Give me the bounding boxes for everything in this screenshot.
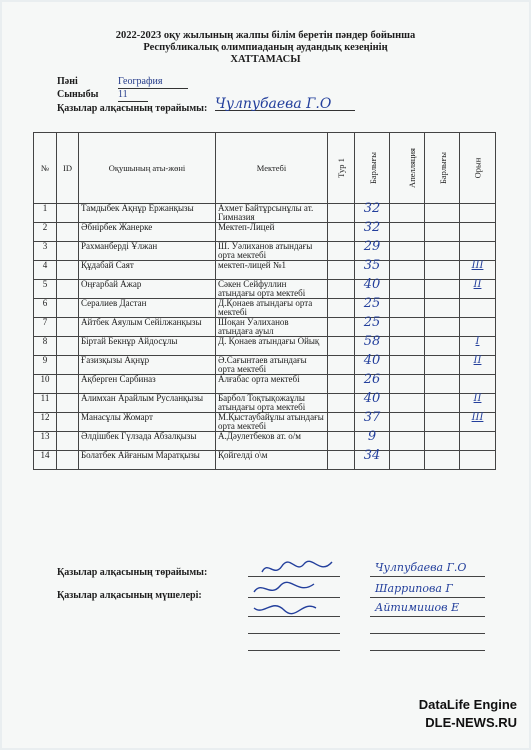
cell-number: 6: [34, 299, 57, 318]
cell-total-2: [425, 413, 460, 432]
cell-appeal: [390, 318, 425, 337]
col-header-tour1: [328, 133, 355, 204]
cell-appeal: [390, 375, 425, 394]
table-row: [34, 299, 496, 318]
results-table: [33, 132, 496, 470]
cell-score: 40: [355, 280, 390, 299]
table-row: [34, 432, 496, 451]
table-row: [34, 356, 496, 375]
cell-number: 12: [34, 413, 57, 432]
cell-school: Д. Қонаев атындағы Ойық: [216, 337, 328, 356]
cell-total-2: [425, 261, 460, 280]
cell-score: 25: [355, 318, 390, 337]
signature-line: [370, 633, 485, 634]
cell-number: 11: [34, 394, 57, 413]
cell-tour1: [328, 223, 355, 242]
col-header-place: [460, 133, 496, 204]
cell-name: Болатбек Айғаным Маратқызы: [79, 451, 216, 470]
cell-total-2: [425, 394, 460, 413]
cell-score: 34: [355, 451, 390, 470]
cell-number: 13: [34, 432, 57, 451]
cell-place: II: [460, 394, 496, 413]
table-row: [34, 261, 496, 280]
cell-number: 1: [34, 204, 57, 223]
table-row: [34, 394, 496, 413]
header-line-1: 2022-2023 оқу жылының жалпы білім беретін пәндер бойынша: [115, 30, 416, 41]
cell-score: 32: [355, 204, 390, 223]
cell-tour1: [328, 280, 355, 299]
cell-place: [460, 451, 496, 470]
cell-number: 4: [34, 261, 57, 280]
signature-line: [370, 597, 485, 598]
cell-score: 29: [355, 242, 390, 261]
cell-score: 35: [355, 261, 390, 280]
cell-school: Сәкен Сейфуллин атындағы орта мектебі: [216, 280, 328, 299]
cell-school: Д.Қонаев атындағы орта мектебі: [216, 299, 328, 318]
cell-school: М.Қыстаубайұлы атындағы орта мектебі: [216, 413, 328, 432]
cell-appeal: [390, 204, 425, 223]
cell-id: [57, 223, 79, 242]
cell-tour1: [328, 204, 355, 223]
cell-score: 37: [355, 413, 390, 432]
signature-line: [370, 576, 485, 577]
cell-number: 2: [34, 223, 57, 242]
cell-appeal: [390, 451, 425, 470]
signature-chair-label: Қазылар алқасының төрайымы:: [57, 567, 208, 578]
cell-total-2: [425, 432, 460, 451]
col-header-total: [355, 133, 390, 204]
table-header-row: [34, 133, 496, 204]
cell-total-2: [425, 337, 460, 356]
cell-school: Ә.Сағынтаев атындағы орта мектебі: [216, 356, 328, 375]
cell-number: 9: [34, 356, 57, 375]
cell-appeal: [390, 337, 425, 356]
col-header-place-text: Орын: [472, 157, 483, 179]
cell-id: [57, 356, 79, 375]
cell-school: Барбол Тоқтықожаұлы атындағы орта мектебі: [216, 394, 328, 413]
cell-appeal: [390, 280, 425, 299]
col-header-total-text: Барлығы: [367, 152, 378, 184]
cell-number: 14: [34, 451, 57, 470]
cell-tour1: [328, 261, 355, 280]
cell-name: Айтбек Аяулым Сейілжанқызы: [79, 318, 216, 337]
cell-place: III: [460, 413, 496, 432]
table-row: [34, 280, 496, 299]
col-header-appeal: [390, 133, 425, 204]
cell-total-2: [425, 223, 460, 242]
grade-label: Сыныбы: [57, 89, 99, 100]
cell-name: Манасұлы Жомарт: [79, 413, 216, 432]
cell-tour1: [328, 337, 355, 356]
signature-line: [248, 576, 340, 577]
cell-tour1: [328, 375, 355, 394]
cell-id: [57, 204, 79, 223]
cell-name: Әбнірбек Жанерке: [79, 223, 216, 242]
cell-name: Оңғарбай Ажар: [79, 280, 216, 299]
cell-id: [57, 451, 79, 470]
col-header-total-2-text: Барлығы: [437, 152, 448, 184]
cell-score: 40: [355, 394, 390, 413]
cell-total-2: [425, 204, 460, 223]
cell-place: [460, 375, 496, 394]
cell-score: 58: [355, 337, 390, 356]
cell-tour1: [328, 451, 355, 470]
cell-place: [460, 204, 496, 223]
cell-total-2: [425, 299, 460, 318]
signature-member-2-name: Айтимишов Е: [375, 601, 460, 614]
cell-tour1: [328, 242, 355, 261]
cell-appeal: [390, 394, 425, 413]
subject-label: Пәні: [57, 76, 78, 87]
cell-tour1: [328, 356, 355, 375]
table-row: [34, 223, 496, 242]
cell-appeal: [390, 432, 425, 451]
cell-id: [57, 394, 79, 413]
cell-id: [57, 318, 79, 337]
col-header-number: №: [34, 133, 57, 204]
cell-appeal: [390, 299, 425, 318]
cell-name: Тамдыбек Ақнұр Ержанқызы: [79, 204, 216, 223]
cell-id: [57, 242, 79, 261]
signature-chair-name: Чулпубаева Г.О: [375, 561, 467, 574]
cell-number: 5: [34, 280, 57, 299]
chair-value: Чулпубаева Г.О: [215, 98, 355, 111]
cell-name: Құдабай Саят: [79, 261, 216, 280]
cell-appeal: [390, 242, 425, 261]
signature-line: [370, 650, 485, 651]
cell-name: Әлдішбек Гүлзада Абзалқызы: [79, 432, 216, 451]
cell-total-2: [425, 280, 460, 299]
cell-school: Алғабас орта мектебі: [216, 375, 328, 394]
header-line-2: Республикалық олимпиаданың аудандық кезеңінің: [143, 42, 388, 53]
col-header-name: Оқушының аты-жөні: [79, 133, 216, 204]
cell-school: мектеп-лицей №1: [216, 261, 328, 280]
member2-signature-scribble: [250, 596, 320, 618]
cell-name: Біртай Бекнұр Айдосұлы: [79, 337, 216, 356]
col-header-school: Мектебі: [216, 133, 328, 204]
cell-number: 8: [34, 337, 57, 356]
cell-place: [460, 318, 496, 337]
cell-name: Ғазизқызы Ақнұр: [79, 356, 216, 375]
col-header-tour1-text: Тур 1: [336, 158, 346, 178]
cell-id: [57, 261, 79, 280]
cell-school: Қойгелді о\м: [216, 451, 328, 470]
cell-appeal: [390, 223, 425, 242]
cell-name: Сералиев Дастан: [79, 299, 216, 318]
watermark-line-2: DLE-NEWS.RU: [425, 715, 517, 730]
cell-name: Рахманберді Ұлжан: [79, 242, 216, 261]
cell-score: 25: [355, 299, 390, 318]
table-row: [34, 413, 496, 432]
signature-line: [248, 597, 340, 598]
cell-tour1: [328, 299, 355, 318]
col-header-appeal-text: Апелляция: [406, 148, 417, 188]
signature-members-label: Қазылар алқасының мүшелері:: [57, 590, 202, 601]
cell-number: 7: [34, 318, 57, 337]
cell-place: [460, 432, 496, 451]
cell-id: [57, 299, 79, 318]
cell-place: III: [460, 261, 496, 280]
watermark-line-1: DataLife Engine: [418, 697, 517, 712]
cell-name: Ақберген Сарбиназ: [79, 375, 216, 394]
cell-id: [57, 337, 79, 356]
cell-id: [57, 432, 79, 451]
cell-total-2: [425, 242, 460, 261]
cell-total-2: [425, 356, 460, 375]
cell-id: [57, 280, 79, 299]
subject-value: География: [118, 76, 188, 89]
cell-place: I: [460, 337, 496, 356]
cell-name: Алимхан Арайлым Русланқызы: [79, 394, 216, 413]
cell-tour1: [328, 318, 355, 337]
cell-place: [460, 223, 496, 242]
cell-id: [57, 375, 79, 394]
cell-id: [57, 413, 79, 432]
cell-appeal: [390, 261, 425, 280]
cell-score: 40: [355, 356, 390, 375]
table-row: [34, 375, 496, 394]
cell-score: 26: [355, 375, 390, 394]
cell-school: А.Дәулетбеков ат. о/м: [216, 432, 328, 451]
cell-appeal: [390, 413, 425, 432]
signature-line: [248, 616, 340, 617]
table-row: [34, 242, 496, 261]
cell-score: 9: [355, 432, 390, 451]
table-row: [34, 318, 496, 337]
cell-place: [460, 299, 496, 318]
col-header-total-2: [425, 133, 460, 204]
chair-label: Қазылар алқасының төрайымы:: [57, 103, 208, 114]
cell-school: Ш. Уәлиханов атындағы орта мектебі: [216, 242, 328, 261]
cell-total-2: [425, 451, 460, 470]
signature-line: [248, 633, 340, 634]
cell-tour1: [328, 413, 355, 432]
cell-total-2: [425, 318, 460, 337]
cell-school: Ахмет Байтұрсынұлы ат. Гимназия: [216, 204, 328, 223]
cell-tour1: [328, 432, 355, 451]
cell-score: 32: [355, 223, 390, 242]
cell-total-2: [425, 375, 460, 394]
cell-place: [460, 242, 496, 261]
cell-tour1: [328, 394, 355, 413]
cell-appeal: [390, 356, 425, 375]
table-row: [34, 451, 496, 470]
watermark: [419, 696, 517, 732]
cell-place: II: [460, 280, 496, 299]
table-row: [34, 204, 496, 223]
cell-school: Шоқан Уәлиханов атындаға ауыл: [216, 318, 328, 337]
signature-line: [370, 616, 485, 617]
cell-school: Мектеп-Лицей: [216, 223, 328, 242]
grade-value: 11: [118, 89, 148, 102]
cell-number: 10: [34, 375, 57, 394]
table-row: [34, 337, 496, 356]
signature-line: [248, 650, 340, 651]
cell-number: 3: [34, 242, 57, 261]
cell-place: II: [460, 356, 496, 375]
document-title: ХАТТАМАСЫ: [230, 54, 301, 65]
col-header-id: ID: [57, 133, 79, 204]
signature-member-1-name: Шаррипова Г: [375, 582, 453, 595]
